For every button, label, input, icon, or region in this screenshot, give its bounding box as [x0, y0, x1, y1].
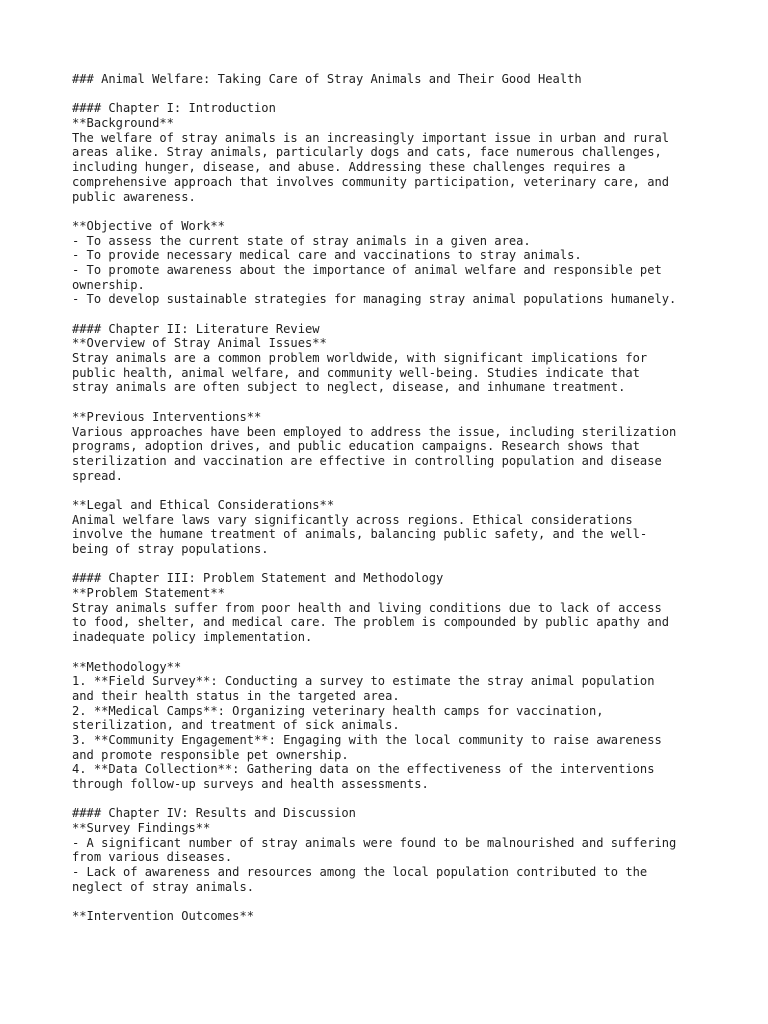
section-heading: **Methodology** [72, 659, 182, 674]
numbered-item: 4. **Data Collection**: Gathering data on the effectiveness of the interventions [72, 762, 655, 777]
bullet-item: - To promote awareness about the importance of animal welfare and responsible pet [72, 262, 662, 277]
bullet-item: - Lack of awareness and resources among the local population contributed to the [72, 865, 648, 880]
text-line: ownership. [72, 277, 145, 292]
numbered-item: 3. **Community Engagement**: Engaging with the local community to raise awareness [72, 732, 662, 747]
text-line: being of stray populations. [72, 542, 269, 556]
text-line: to food, shelter, and medical care. The problem is compounded by public apathy and [72, 615, 670, 630]
section-heading: **Legal and Ethical Considerations** [72, 497, 335, 512]
text-line: comprehensive approach that involves community participation, veterinary care, and [72, 174, 670, 189]
section-heading: **Overview of Stray Animal Issues** [72, 336, 327, 351]
section-heading: **Background** [72, 116, 174, 131]
blank-line [72, 557, 712, 572]
text-line: inadequate policy implementation. [72, 630, 313, 645]
text-line: and their health status in the targeted area. [72, 688, 400, 703]
text-line: from various diseases. [72, 850, 233, 865]
blank-line [72, 483, 712, 498]
chapter-heading: #### Chapter III: Problem Statement and Methodology [72, 571, 444, 586]
text-line: stray animals are often subject to neglect, disease, and inhumane treatment. [72, 380, 626, 395]
blank-line [72, 87, 712, 102]
chapter-heading: #### Chapter I: Introduction [72, 101, 276, 116]
text-line: including hunger, disease, and abuse. Addressing these challenges requires a [72, 160, 626, 175]
section-heading: **Intervention Outcomes** [72, 909, 255, 924]
numbered-item: 1. **Field Survey**: Conducting a survey to estimate the stray animal population [72, 674, 655, 689]
chapter-heading: #### Chapter IV: Results and Discussion [72, 806, 356, 821]
blank-line [72, 645, 712, 660]
text-line: Animal welfare laws vary significantly across regions. Ethical considerations [72, 512, 633, 527]
section-heading: **Problem Statement** [72, 586, 225, 601]
bullet-item: - To develop sustainable strategies for managing stray animal populations humanely. [72, 292, 677, 307]
text-line: involve the humane treatment of animals, balancing public safety, and the well- [72, 527, 648, 542]
text-line: The welfare of stray animals is an increasingly important issue in urban and rural [72, 130, 670, 145]
numbered-item: 2. **Medical Camps**: Organizing veterinary health camps for vaccination, [72, 703, 604, 718]
text-line: spread. [72, 468, 123, 483]
text-line: public health, animal welfare, and community well-being. Studies indicate that [72, 365, 640, 380]
blank-line [72, 395, 712, 410]
blank-line [72, 307, 712, 322]
blank-line [72, 895, 712, 910]
text-line: Stray animals are a common problem worldwide, with significant implications for [72, 351, 648, 366]
text-line: sterilization, and treatment of sick animals. [72, 718, 400, 733]
section-heading: **Previous Interventions** [72, 409, 262, 424]
text-line: areas alike. Stray animals, particularly dogs and cats, face numerous challenges, [72, 145, 662, 160]
bullet-item: - A significant number of stray animals were found to be malnourished and suffering [72, 835, 677, 850]
text-line: programs, adoption drives, and public education campaigns. Research shows that [72, 439, 640, 454]
text-line: Various approaches have been employed to address the issue, including sterilization [72, 424, 677, 439]
document-title: ### Animal Welfare: Taking Care of Stray Animals and Their Good Health [72, 72, 582, 86]
blank-line [72, 204, 712, 219]
text-line: sterilization and vaccination are effective in controlling population and disease [72, 453, 662, 468]
text-line: neglect of stray animals. [72, 879, 255, 894]
text-line: and promote responsible pet ownership. [72, 747, 349, 762]
bullet-item: - To assess the current state of stray animals in a given area. [72, 233, 531, 248]
section-heading: **Objective of Work** [72, 218, 225, 233]
text-line: through follow-up surveys and health assessments. [72, 777, 429, 791]
text-line: public awareness. [72, 189, 196, 204]
bullet-item: - To provide necessary medical care and vaccinations to stray animals. [72, 248, 582, 263]
chapter-heading: #### Chapter II: Literature Review [72, 321, 320, 336]
blank-line [72, 792, 712, 807]
document-page [72, 72, 712, 924]
text-line: Stray animals suffer from poor health and living conditions due to lack of access [72, 600, 662, 615]
section-heading: **Survey Findings** [72, 821, 211, 836]
